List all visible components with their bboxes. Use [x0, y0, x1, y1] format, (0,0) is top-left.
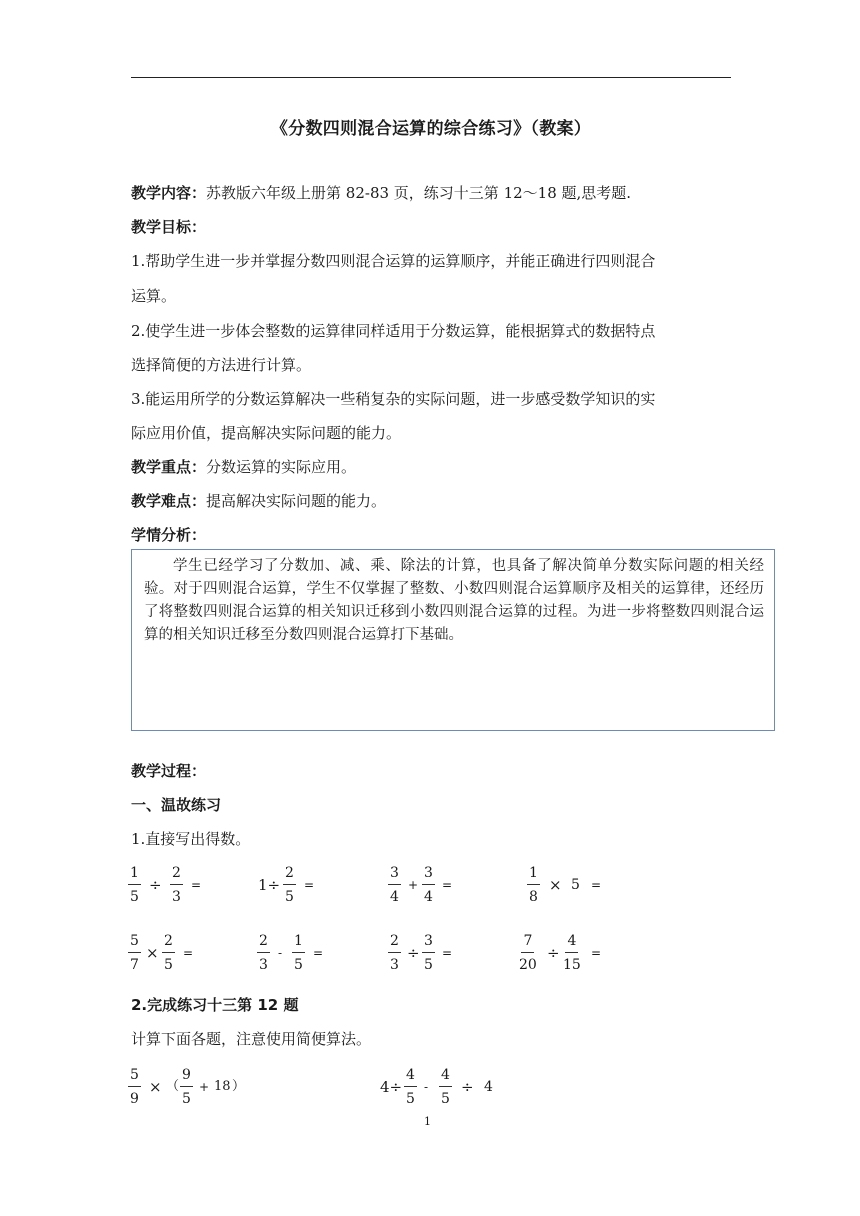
document-title: 《分数四则混合运算的综合练习》（教案）: [270, 119, 592, 139]
multiply-sign: ×: [149, 1078, 162, 1096]
multiply-sign: ×: [146, 944, 159, 962]
fraction: $\frac{2}{5}$: [285, 865, 294, 905]
plus-sign: +: [199, 1080, 210, 1094]
fraction: $\frac{3}{4}$: [424, 865, 433, 905]
fraction: $\frac{3}{5}$: [424, 933, 433, 973]
section2-instruction: 计算下面各题，注意使用简便算法。: [131, 1030, 372, 1048]
fraction: $\frac{9}{5}$: [182, 1067, 191, 1107]
process-label: 教学过程：: [131, 762, 207, 780]
fraction: $\frac{4}{15}$: [563, 933, 581, 973]
difficulty: [131, 490, 386, 511]
teaching-content-label: 教学内容：: [131, 184, 207, 202]
fraction: $\frac{1}{5}$: [130, 865, 139, 905]
teaching-content: [131, 182, 631, 203]
question-1: 1.直接写出得数。: [131, 830, 251, 848]
fraction: $\frac{3}{4}$: [390, 865, 399, 905]
equals-sign: =: [304, 878, 315, 892]
operand: 18: [214, 1079, 231, 1094]
goal-line: 3.能运用所学的分数运算解决一些稍复杂的实际问题，进一步感受数学知识的实: [131, 390, 656, 408]
equals-sign: =: [313, 946, 324, 960]
equals-sign: =: [183, 946, 194, 960]
fraction: $\frac{5}{9}$: [130, 1067, 139, 1107]
equals-sign: =: [442, 878, 453, 892]
divide-sign: ÷: [149, 876, 162, 894]
fraction: $\frac{2}{3}$: [390, 933, 399, 973]
fraction: $\frac{2}{3}$: [259, 933, 268, 973]
fraction: $\frac{7}{20}$: [519, 933, 537, 973]
equals-sign: =: [442, 946, 453, 960]
goal-line: 选择简便的方法进行计算。: [131, 356, 312, 374]
equals-sign: =: [591, 946, 602, 960]
plus-sign: +: [408, 878, 419, 892]
header-rule: [131, 77, 731, 78]
section1-title: 一、温故练习: [131, 796, 222, 814]
operand: 5: [571, 877, 580, 893]
teaching-goals-label: 教学目标：: [131, 218, 207, 236]
key-point-label: 教学重点：: [131, 458, 207, 476]
operand: 4: [484, 1079, 493, 1095]
fraction: $\frac{2}{3}$: [172, 865, 181, 905]
fraction: $\frac{1}{5}$: [294, 933, 303, 973]
analysis-text: 学生已经学习了分数加、减、乘、除法的计算，也具备了解决简单分数实际问题的相关经验。对于四则混合运算，学生不仅掌握了整数、小数四则混合运算顺序及相关的运算律，还经历了将整数四则混合运算的相关知识迁移到小数四则混合运算的过程。为进一步将整数四则混合运算的相关知识迁移至分数四则混合运算打下基础。: [144, 558, 764, 643]
divide-sign: ÷: [547, 944, 560, 962]
analysis-box: [131, 549, 775, 731]
minus-sign: -: [424, 1080, 429, 1094]
expression-prefix: 1÷: [258, 876, 281, 894]
close-paren: ）: [232, 1079, 246, 1094]
difficulty-label: 教学难点：: [131, 492, 207, 510]
open-paren: （: [166, 1079, 180, 1094]
multiply-sign: ×: [549, 876, 562, 894]
equals-sign: =: [191, 878, 202, 892]
analysis-label: 学情分析：: [131, 526, 207, 544]
teaching-content-text: 苏教版六年级上册第 82-83 页，练习十三第 12～18 题,思考题.: [206, 184, 632, 202]
fraction: $\frac{4}{5}$: [406, 1067, 415, 1107]
equals-sign: =: [591, 878, 602, 892]
minus-sign: -: [278, 946, 283, 960]
key-point-text: 分数运算的实际应用。: [206, 458, 357, 476]
key-point: [131, 456, 356, 477]
page-number: 1: [424, 1115, 431, 1128]
difficulty-text: 提高解决实际问题的能力。: [206, 492, 387, 510]
goal-line: 2.使学生进一步体会整数的运算律同样适用于分数运算，能根据算式的数据特点: [131, 322, 656, 340]
goal-line: 运算。: [131, 287, 177, 305]
goal-line: 际应用价值，提高解决实际问题的能力。: [131, 424, 402, 442]
divide-sign: ÷: [461, 1078, 474, 1096]
section2-title: 2.完成练习十三第 12 题: [131, 996, 299, 1014]
fraction: $\frac{2}{5}$: [164, 933, 173, 973]
fraction: $\frac{4}{5}$: [441, 1067, 450, 1107]
fraction: $\frac{5}{7}$: [130, 933, 139, 973]
fraction: $\frac{1}{8}$: [529, 865, 538, 905]
divide-sign: ÷: [407, 944, 420, 962]
expression-prefix: 4÷: [380, 1078, 403, 1096]
goal-line: 1.帮助学生进一步并掌握分数四则混合运算的运算顺序，并能正确进行四则混合: [131, 252, 656, 270]
